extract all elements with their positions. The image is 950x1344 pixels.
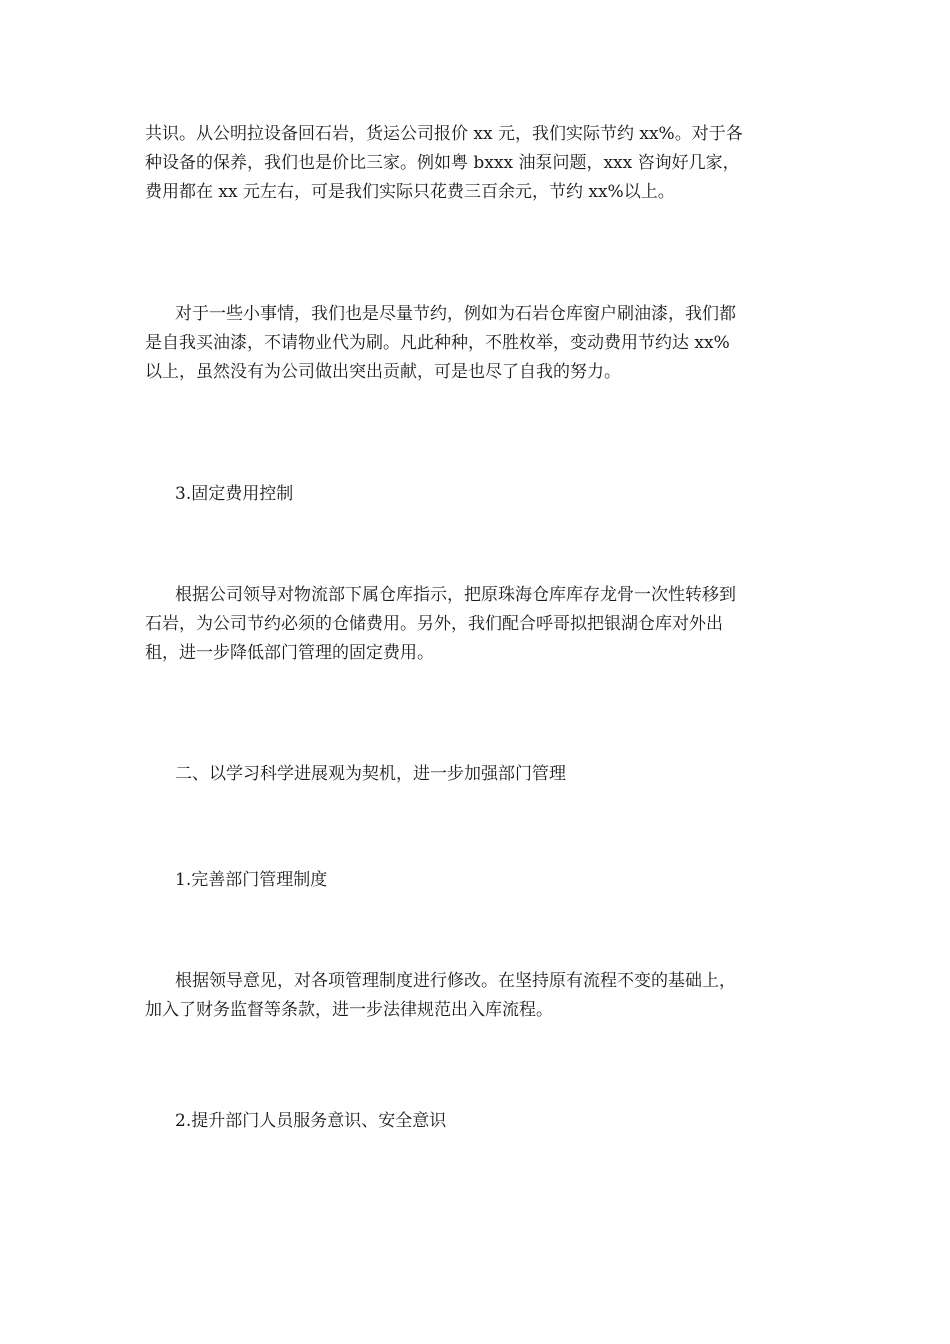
paragraph-line: 加入了财务监督等条款，进一步法律规范出入库流程。 bbox=[145, 1000, 553, 1020]
paragraph-line: 费用都在 xx 元左右，可是我们实际只花费三百余元，节约 xx%以上。 bbox=[145, 182, 675, 202]
section-heading-fixed-cost: 3.固定费用控制 bbox=[175, 484, 294, 504]
paragraph-small-matters bbox=[145, 300, 810, 387]
paragraph-line: 对于一些小事情，我们也是尽量节约，例如为石岩仓库窗户刷油漆，我们都 bbox=[175, 304, 736, 324]
paragraph-line: 以上，虽然没有为公司做出突出贡献，可是也尽了自我的努力。 bbox=[145, 362, 621, 382]
section-heading-awareness: 2.提升部门人员服务意识、安全意识 bbox=[175, 1111, 447, 1131]
paragraph-line: 根据公司领导对物流部下属仓库指示，把原珠海仓库库存龙骨一次性转移到 bbox=[175, 585, 736, 605]
paragraph-cost-savings bbox=[145, 120, 810, 207]
paragraph-line: 石岩，为公司节约必须的仓储费用。另外，我们配合呼哥拟把银湖仓库对外出 bbox=[145, 614, 723, 634]
paragraph-line: 租，进一步降低部门管理的固定费用。 bbox=[145, 643, 434, 663]
section-heading-management: 二、以学习科学进展观为契机，进一步加强部门管理 bbox=[175, 764, 566, 784]
paragraph-line: 种设备的保养，我们也是价比三家。例如粤 bxxx 油泵问题，xxx 咨询好几家， bbox=[145, 153, 740, 173]
section-heading-system: 1.完善部门管理制度 bbox=[175, 870, 328, 890]
paragraph-fixed-cost bbox=[145, 581, 810, 668]
paragraph-line: 根据领导意见，对各项管理制度进行修改。在坚持原有流程不变的基础上， bbox=[175, 971, 736, 991]
paragraph-line: 是自我买油漆，不请物业代为刷。凡此种种，不胜枚举，变动费用节约达 xx% bbox=[145, 333, 730, 353]
paragraph-line: 共识。从公明拉设备回石岩，货运公司报价 xx 元，我们实际节约 xx%。对于各 bbox=[145, 124, 743, 144]
paragraph-system bbox=[145, 967, 810, 1025]
